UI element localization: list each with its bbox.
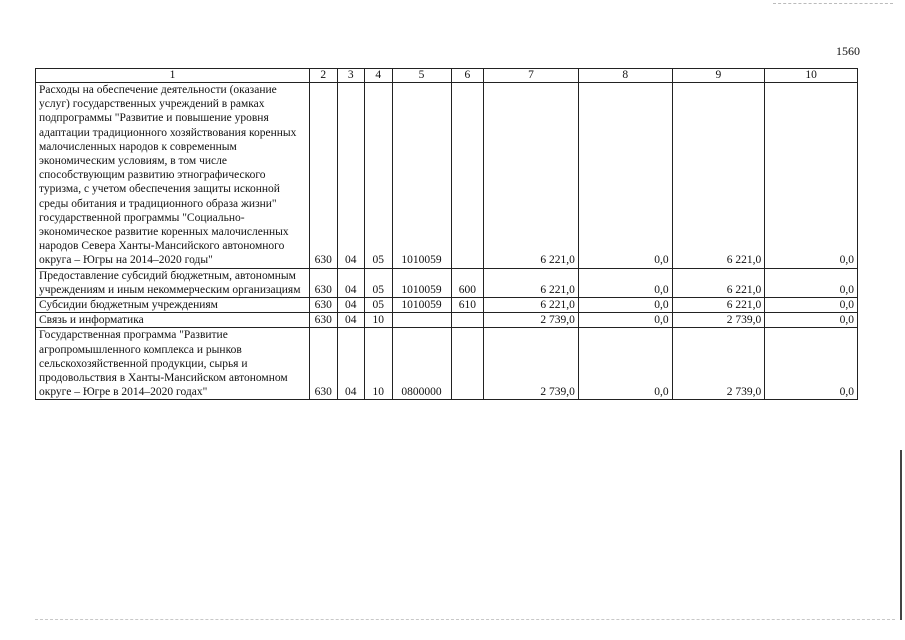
expense-type-code: 600	[451, 268, 484, 297]
row-name: Связь и информатика	[36, 313, 310, 328]
table-row	[36, 328, 858, 400]
ministry-code: 630	[310, 298, 338, 313]
target-article-code: 1010059	[392, 268, 451, 297]
amount-col8: 0,0	[578, 298, 672, 313]
amount-total: 2 739,0	[484, 313, 579, 328]
table-row	[36, 83, 858, 269]
ministry-code: 630	[310, 268, 338, 297]
column-header: 8	[578, 69, 672, 83]
amount-total: 6 221,0	[484, 83, 579, 269]
page-number: 1560	[836, 44, 860, 58]
amount-col8: 0,0	[578, 328, 672, 400]
column-header: 7	[484, 69, 579, 83]
amount-col8: 0,0	[578, 268, 672, 297]
table-header-row	[36, 69, 858, 83]
row-name: Расходы на обеспечение деятельности (оказание услуг) государственных учреждений в рамках подпрограммы "Развитие и повышение уровня адаптации традиционного хозяйствования коренных малочисленных народов к современным экономическим условиям, в том числе способствующим развитию этнографического туризма, с учетом обеспечения защиты исконной среды обитания и традиционного образа жизни" государственной программы "Социально-экономическое развитие коренных малочисленных народов Севера Ханты-Мансийского автономного округа – Югры на 2014–2020 годы"	[36, 83, 310, 269]
subsection-code: 05	[365, 83, 393, 269]
subsection-code: 05	[365, 268, 393, 297]
scan-edge-mark	[773, 3, 893, 6]
target-article-code: 0800000	[392, 328, 451, 400]
column-header: 3	[337, 69, 365, 83]
amount-total: 6 221,0	[484, 268, 579, 297]
subsection-code: 10	[365, 328, 393, 400]
column-header: 2	[310, 69, 338, 83]
amount-col9: 2 739,0	[672, 313, 765, 328]
subsection-code: 10	[365, 313, 393, 328]
section-code: 04	[337, 328, 365, 400]
table-row	[36, 268, 858, 297]
target-article-code	[392, 313, 451, 328]
amount-col9: 6 221,0	[672, 83, 765, 269]
amount-col10: 0,0	[765, 298, 858, 313]
column-header: 6	[451, 69, 484, 83]
ministry-code: 630	[310, 328, 338, 400]
budget-table	[35, 68, 858, 400]
amount-col10: 0,0	[765, 313, 858, 328]
column-header: 10	[765, 69, 858, 83]
scan-bottom-edge	[35, 619, 895, 622]
expense-type-code	[451, 328, 484, 400]
amount-col9: 6 221,0	[672, 298, 765, 313]
expense-type-code: 610	[451, 298, 484, 313]
target-article-code: 1010059	[392, 83, 451, 269]
ministry-code: 630	[310, 313, 338, 328]
amount-total: 6 221,0	[484, 298, 579, 313]
section-code: 04	[337, 298, 365, 313]
expense-type-code	[451, 313, 484, 328]
column-header: 4	[365, 69, 393, 83]
row-name: Государственная программа "Развитие агропромышленного комплекса и рынков сельскохозяйственной продукции, сырья и продовольствия в Ханты-Мансийском автономном округе – Югре в 2014–2020 годах"	[36, 328, 310, 400]
amount-col9: 6 221,0	[672, 268, 765, 297]
section-code: 04	[337, 83, 365, 269]
table-row	[36, 298, 858, 313]
amount-total: 2 739,0	[484, 328, 579, 400]
target-article-code: 1010059	[392, 298, 451, 313]
row-name: Субсидии бюджетным учреждениям	[36, 298, 310, 313]
ministry-code: 630	[310, 83, 338, 269]
section-code: 04	[337, 313, 365, 328]
scan-right-edge	[900, 450, 902, 620]
column-header: 1	[36, 69, 310, 83]
amount-col10: 0,0	[765, 268, 858, 297]
table-row	[36, 313, 858, 328]
column-header: 5	[392, 69, 451, 83]
subsection-code: 05	[365, 298, 393, 313]
expense-type-code	[451, 83, 484, 269]
column-header: 9	[672, 69, 765, 83]
amount-col10: 0,0	[765, 83, 858, 269]
amount-col9: 2 739,0	[672, 328, 765, 400]
row-name: Предоставление субсидий бюджетным, автономным учреждениям и иным некоммерческим организациям	[36, 268, 310, 297]
section-code: 04	[337, 268, 365, 297]
amount-col8: 0,0	[578, 313, 672, 328]
amount-col10: 0,0	[765, 328, 858, 400]
amount-col8: 0,0	[578, 83, 672, 269]
